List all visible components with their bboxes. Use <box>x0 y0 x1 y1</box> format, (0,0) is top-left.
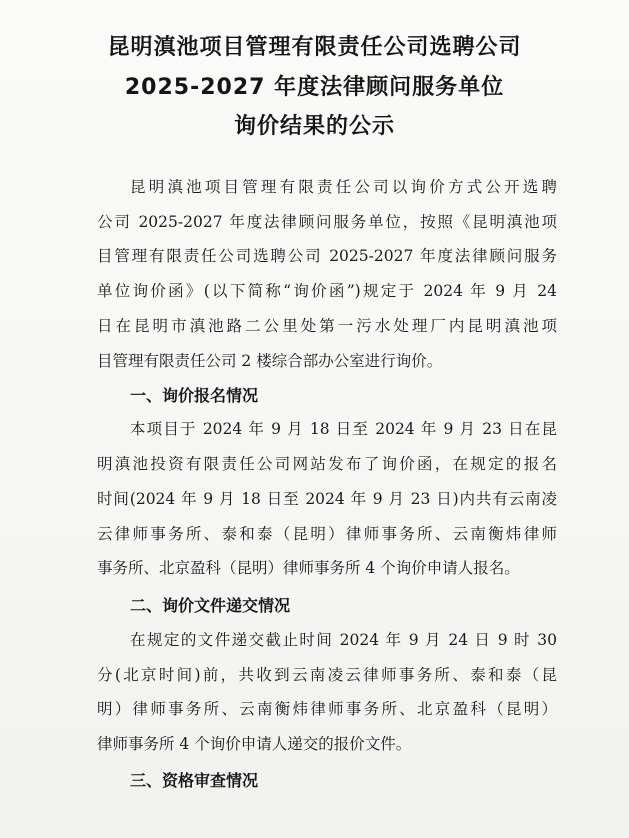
intro-line-1: 昆明滇池项目管理有限责任公司以询价方式公开选聘 <box>130 178 557 196</box>
document-title-line-2: 2025-2027 年度法律顾问服务单位 <box>124 75 505 100</box>
section-1-line-3: 时间(2024 年 9 月 18 日至 2024 年 9 月 23 日)内共有云南凌 <box>97 490 557 508</box>
intro-line-3: 目管理有限责任公司选聘公司 2025-2027 年度法律顾问服务 <box>97 247 557 265</box>
document-title-line-3: 询价结果的公示 <box>233 114 395 139</box>
document-title-line-1: 昆明滇池项目管理有限责任公司选聘公司 <box>107 35 522 60</box>
intro-line-4: 单位询价函》(以下简称“询价函”)规定于 2024 年 9 月 24 <box>97 282 557 300</box>
intro-line-6: 目管理有限责任公司 2 楼综合部办公室进行询价。 <box>97 352 443 370</box>
section-1-line-1: 本项目于 2024 年 9 月 18 日至 2024 年 9 月 23 日在昆 <box>130 420 557 438</box>
section-1-line-4: 云律师事务所、泰和泰（昆明）律师事务所、云南衡炜律师 <box>97 525 557 543</box>
section-2-heading: 二、询价文件递交情况 <box>130 596 291 615</box>
section-1-line-5: 事务所、北京盈科（昆明）律师事务所 4 个询价申请人报名。 <box>97 559 520 577</box>
intro-line-5: 日在昆明市滇池路二公里处第一污水处理厂内昆明滇池项 <box>97 317 557 335</box>
section-1-line-2: 明滇池投资有限责任公司网站发布了询价函，在规定的报名 <box>97 455 557 473</box>
section-1-heading: 一、询价报名情况 <box>130 386 259 405</box>
section-2-line-1: 在规定的文件递交截止时间 2024 年 9 月 24 日 9 时 30 <box>130 631 557 649</box>
section-2-line-2: 分(北京时间)前，共收到云南凌云律师事务所、泰和泰（昆 <box>97 666 557 684</box>
intro-line-2: 公司 2025-2027 年度法律顾问服务单位，按照《昆明滇池项 <box>97 213 557 231</box>
section-2-line-3: 明）律师事务所、云南衡炜律师事务所、北京盈科（昆明） <box>97 700 557 718</box>
section-3-heading: 三、资格审查情况 <box>130 771 259 790</box>
section-2-line-4: 律师事务所 4 个询价申请人递交的报价文件。 <box>97 735 412 753</box>
